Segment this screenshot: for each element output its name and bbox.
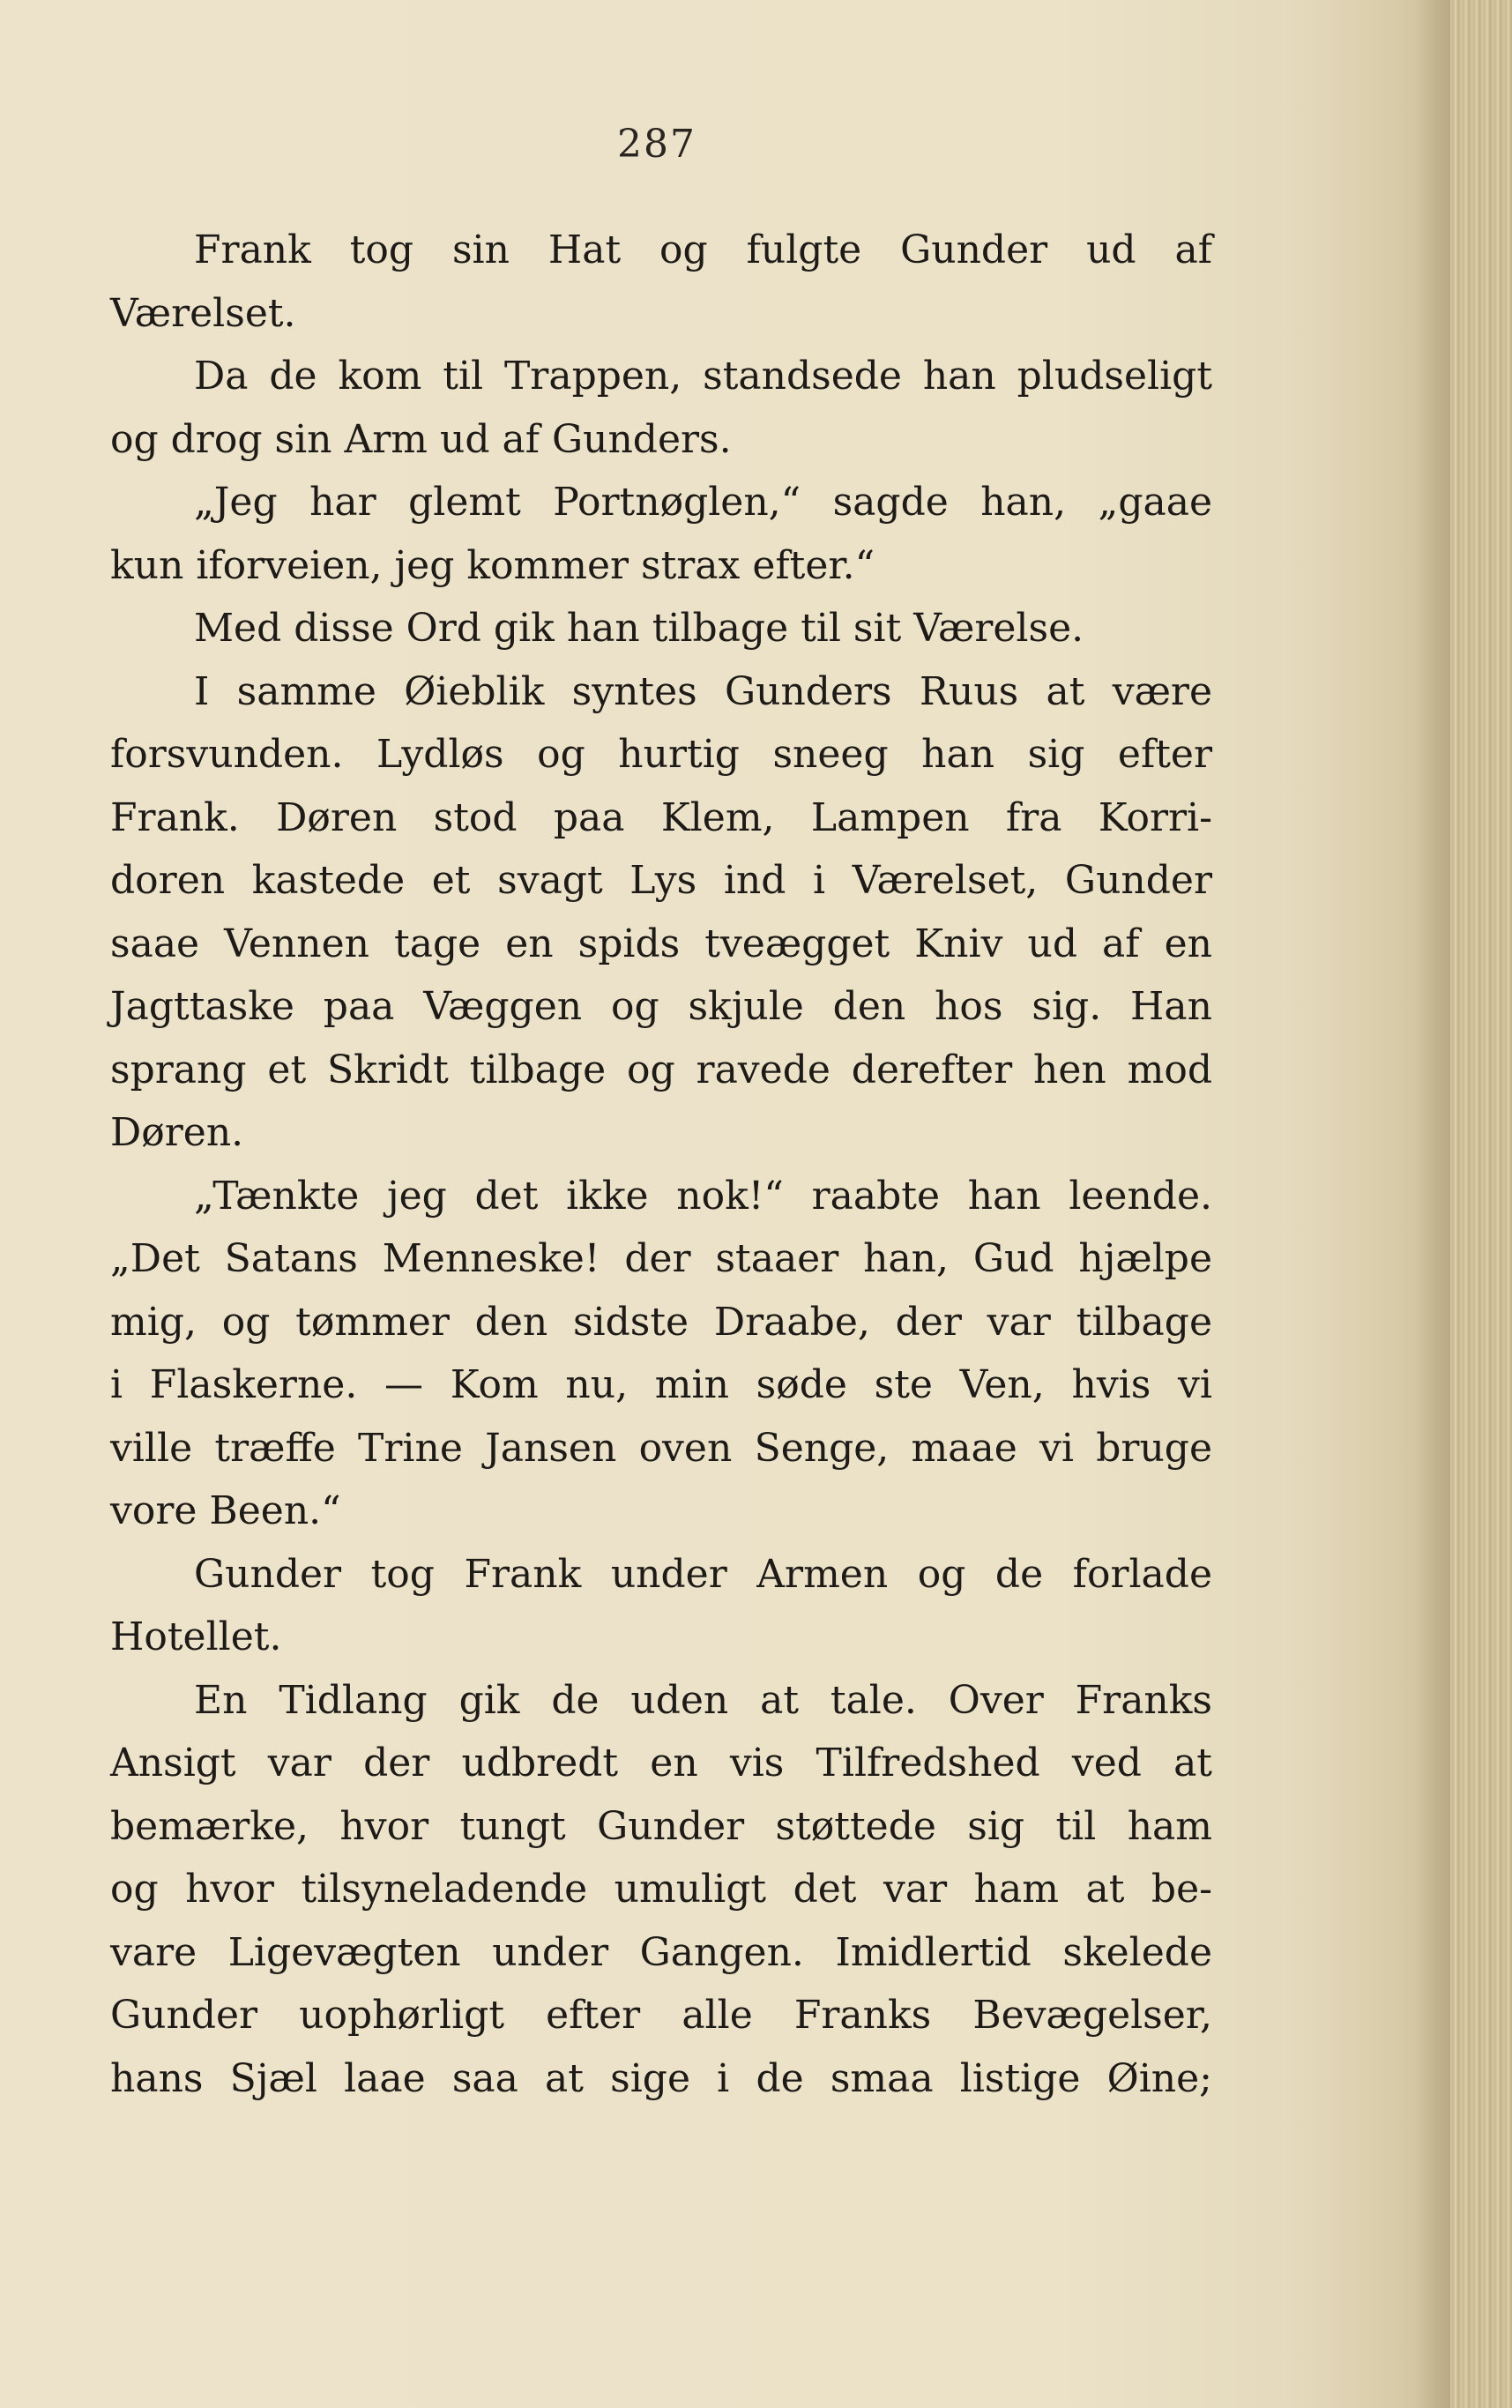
text-line: Værelset. [110, 290, 296, 336]
page-number: 287 [617, 122, 696, 167]
gutter-shadow [1415, 0, 1450, 2408]
text-line: doren kastede et svagt Lys ind i Værelset, Gunder [110, 858, 1212, 903]
text-line: sprang et Skridt tilbage og ravede derefter hen mod [110, 1047, 1212, 1092]
text-line: Hotellet. [110, 1614, 282, 1659]
text-line: Jagttaske paa Væggen og skjule den hos sig. Han [110, 984, 1212, 1029]
text-line: bemærke, hvor tungt Gunder støttede sig til ham [110, 1803, 1212, 1849]
text-line: Gunder uophørligt efter alle Franks Bevægelser, [110, 1993, 1212, 2038]
text-line: forsvunden. Lydløs og hurtig sneeg han sig efter [110, 732, 1212, 777]
text-line: Døren. [110, 1110, 244, 1155]
text-line: og drog sin Arm ud af Gunders. [110, 416, 732, 462]
text-line: „Tænkte jeg det ikke nok!“ raabte han leende. [194, 1173, 1212, 1219]
text-line: Med disse Ord gik han tilbage til sit Værelse. [194, 606, 1084, 651]
text-line: „Jeg har glemt Portnøglen,“ sagde han, „gaae [194, 480, 1212, 525]
text-line: „Det Satans Menneske! der staaer han, Gud hjælpe [110, 1236, 1212, 1281]
text-line: Gunder tog Frank under Armen og de forlade [194, 1551, 1212, 1597]
text-line: Ansigt var der udbredt en vis Tilfredshed ved at [110, 1741, 1212, 1785]
text-line: I samme Øieblik syntes Gunders Ruus at være [194, 668, 1212, 714]
text-line: Da de kom til Trappen, standsede han pludseligt [194, 354, 1212, 399]
body-text [110, 219, 1212, 2110]
text-line: vare Ligevægten under Gangen. Imidlertid skelede [110, 1929, 1212, 1975]
text-line: Frank tog sin Hat og fulgte Gunder ud af [194, 227, 1212, 272]
text-line: En Tidlang gik de uden at tale. Over Franks [194, 1677, 1212, 1723]
text-line: og hvor tilsyneladende umuligt det var ham at be- [110, 1867, 1212, 1912]
text-line: hans Sjæl laae saa at sige i de smaa listige Øine; [110, 2055, 1212, 2101]
text-line: vore Been.“ [110, 1488, 341, 1533]
text-line: kun iforveien, jeg kommer strax efter.“ [110, 542, 875, 588]
text-line: saae Vennen tage en spids tveægget Kniv ud af en [110, 921, 1212, 966]
text-line: Frank. Døren stod paa Klem, Lampen fra Korri- [110, 794, 1212, 840]
page-edge [1450, 0, 1512, 2408]
text-line: ville træffe Trine Jansen oven Senge, maae vi bruge [110, 1425, 1212, 1471]
text-line: mig, og tømmer den sidste Draabe, der var tilbage [110, 1299, 1212, 1345]
text-line: i Flaskerne. — Kom nu, min søde ste Ven, hvis vi [110, 1362, 1212, 1407]
